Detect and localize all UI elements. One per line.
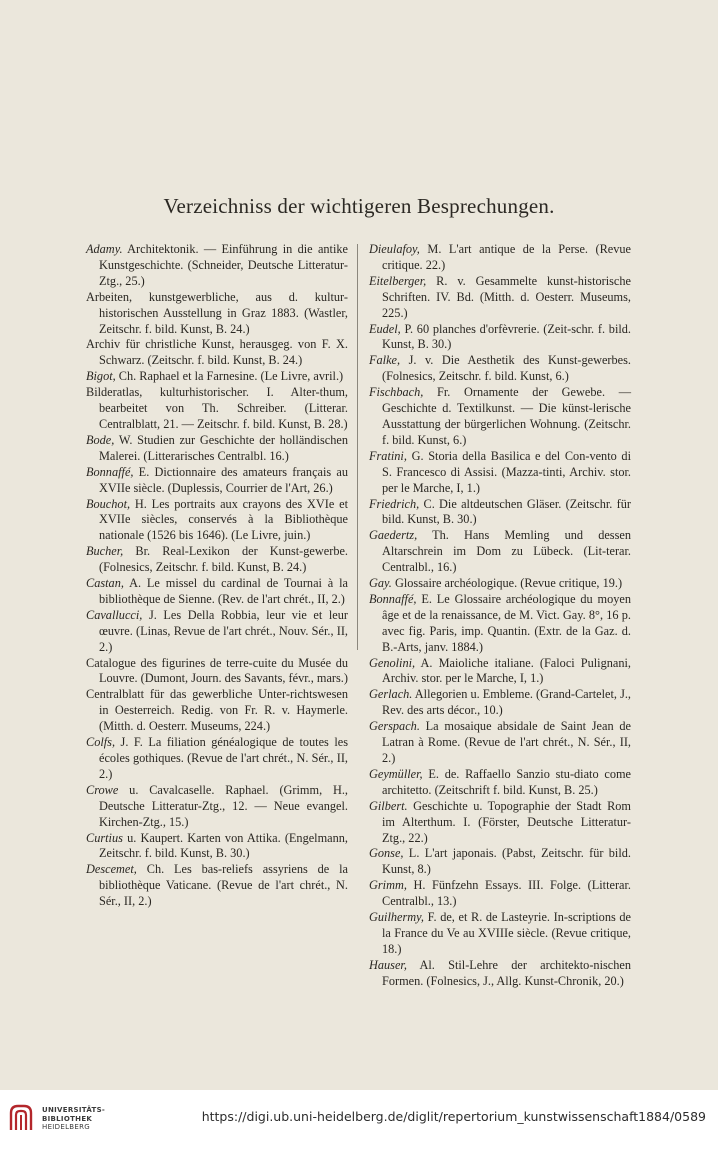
entry-text: E. Dictionnaire des amateurs français au XVIIe siècle. (Duplessis, Courrier de l'Art, 26.) (99, 464, 348, 495)
entry-text: F. de, et R. de Lasteyrie. In-scriptions de la France du Ve au XVIIIe siècle. (Revue critique, 18.) (382, 910, 631, 956)
bibliography-entry (369, 274, 631, 322)
entry-text: G. Storia della Basilica e del Con-vento di S. Francesco di Assisi. (Mazza-tinti, Archiv. stor. per le Marche, I, 1.) (382, 448, 631, 495)
entry-author: Curtius (86, 830, 123, 845)
entry-author: Adamy. (86, 242, 123, 256)
bibliography-entry (369, 497, 631, 529)
entry-text: C. Die altdeutschen Gläser. (Zeitschr. für bild. Kunst, B. 30.) (382, 496, 631, 527)
bibliography-entry (86, 862, 348, 910)
right-column (369, 242, 631, 990)
entry-text: Bilderatlas, kulturhistorischer. I. Alter-thum, bearbeitet von Th. Schreiber. (Litterar. Centralblatt, 21. — Zeitschr. f. bild. Kunst, B. 28.) (86, 385, 348, 431)
bibliography-entry (369, 719, 631, 767)
entry-text: J. Les Della Robbia, leur vie et leur œuvre. (Linas, Revue de l'art chrét., Nouv. Sér., II, 2.) (99, 607, 348, 654)
entry-author: Hauser, (369, 957, 407, 972)
bibliography-entry (86, 735, 348, 783)
bibliography-entry (369, 353, 631, 385)
bibliography-entry (369, 846, 631, 878)
entry-text: Ch. Raphael et la Farnesine. (Le Livre, avril.) (115, 369, 344, 384)
entry-text: E. Le Glossaire archéologique du moyen âge et de la renaissance, de M. Vict. Gay. 8°, 16 p. avec fig. Paris, imp. Quantin. (Extr. de la Gaz. d. B.-Arts, janv. 1884.) (382, 591, 631, 654)
entry-author: Cavallucci, (86, 607, 143, 622)
entry-text: Glossaire archéologique. (Revue critique, 19.) (391, 576, 623, 591)
entry-text: u. Kaupert. Karten von Attika. (Engelmann, Zeitschr. f. bild. Kunst, B. 30.) (99, 830, 348, 861)
entry-author: Eitelberger, (369, 273, 427, 288)
bibliography-entry (86, 433, 348, 465)
entry-author: Bouchot, (86, 496, 131, 511)
bibliography-entry (369, 385, 631, 449)
entry-author: Fischbach, (369, 385, 424, 400)
bibliography-entry (86, 369, 348, 385)
entry-author: Fratini, (369, 448, 407, 463)
bibliography-entry (369, 592, 631, 656)
entry-text: A. Maioliche italiane. (Faloci Pulignani, Archiv. stor. per le Marche, I, 1.) (382, 655, 631, 686)
entry-text: Geschichte u. Topographie der Stadt Rom im Alterthum. I. (Förster, Deutsche Litteratur-Ztg., 22.) (382, 798, 631, 845)
bibliography-entry (86, 608, 348, 656)
entry-text: E. de. Raffaello Sanzio stu-diato come architetto. (Zeitschrift f. bild. Kunst, B. 25.) (382, 766, 631, 797)
entry-author: Gilbert. (369, 798, 408, 813)
entry-text: Fr. Ornamente der Gewebe. — Geschichte d. Textilkunst. — Die künst-lerische Ausstattung der bürgerlichen Wohnung. (Zeitschr. f. bild. Kunst, 6.) (382, 385, 631, 447)
library-name: UNIVERSITÄTS- BIBLIOTHEK HEIDELBERG (42, 1106, 106, 1131)
entry-text: La mosaique absidale de Saint Jean de Latran à Rome. (Revue de l'art chrét., N. Sér., II, 2.) (382, 719, 631, 765)
column-divider (357, 244, 358, 650)
entry-text: W. Studien zur Geschichte der holländischen Malerei. (Litterarisches Centralbl. 16.) (99, 432, 348, 463)
bibliography-entry (86, 831, 348, 863)
bibliography-entry (86, 465, 348, 497)
entry-author: Gerspach. (369, 719, 420, 734)
entry-text: u. Cavalcaselle. Raphael. (Grimm, H., Deutsche Litteratur-Ztg., 12. — Neue evangel. Kirchen-Ztg., 15.) (99, 782, 348, 829)
bibliography-entry (369, 878, 631, 910)
entry-text: L. L'art japonais. (Pabst, Zeitschr. für bild. Kunst, 8.) (382, 846, 631, 877)
bibliography-entry (369, 322, 631, 354)
bibliography-entry (369, 528, 631, 576)
bibliography-entry (86, 544, 348, 576)
entry-text: Allegorien u. Embleme. (Grand-Cartelet, J., Rev. des arts décor., 10.) (382, 687, 631, 718)
entry-text: H. Fünfzehn Essays. III. Folge. (Litterar. Centralbl., 13.) (382, 878, 631, 909)
university-library-logo-icon (8, 1103, 34, 1133)
source-url[interactable]: https://digi.ub.uni-heidelberg.de/diglit/repertorium_kunstwissenschaft1884/0589 (201, 1109, 706, 1124)
entry-text: P. 60 planches d'orfèvrerie. (Zeit-schr. f. bild. Kunst, B. 30.) (382, 321, 631, 352)
entry-author: Bucher, (86, 544, 124, 559)
entry-text: A. Le missel du cardinal de Tournai à la bibliothèque de Sienne. (Rev. de l'art chrét., II, 2.) (99, 576, 348, 606)
entry-text: Arbeiten, kunstgewerbliche, aus d. kultur-historischen Ausstellung in Graz 1883. (Wastler, Zeitschr. f. bild. Kunst, B. 24.) (86, 289, 348, 336)
entry-author: Eudel, (369, 321, 401, 336)
bibliography-entry (86, 497, 348, 545)
bibliography-entry (86, 576, 348, 608)
entry-author: Friedrich, (369, 496, 420, 511)
entry-author: Grimm, (369, 878, 407, 893)
entry-author: Gay. (369, 576, 392, 591)
bibliography-entry (86, 385, 348, 433)
entry-text: M. L'art antique de la Perse. (Revue critique. 22.) (382, 242, 631, 272)
page-title: Verzeichniss der wichtigeren Besprechungen. (163, 194, 555, 218)
entry-text: Br. Real-Lexikon der Kunst-gewerbe. (Folnesics, Zeitschr. f. bild. Kunst, B. 24.) (99, 544, 348, 575)
entry-text: R. v. Gesammelte kunst-historische Schriften. IV. Bd. (Mitth. d. Oesterr. Museums, 225.) (382, 273, 631, 320)
entry-text: J. F. La filiation généalogique de toutes les écoles gothiques. (Revue de l'art chrét., N. Sér., II, 2.) (99, 735, 348, 781)
bibliography-entry (86, 656, 348, 688)
entry-text: Th. Hans Memling und dessen Altarschrein im Dom zu Lübeck. (Lit-terar. Centralbl., 16.) (382, 528, 631, 575)
entry-text: H. Les portraits aux crayons des XVIe et XVIIe siècles, conservés à la Bibliothèque nationale (1526 bis 1646). (Le Livre, juin.) (99, 496, 348, 543)
bibliography-entry (86, 783, 348, 831)
entry-author: Falke, (369, 353, 401, 368)
entry-author: Geymüller, (369, 766, 423, 781)
entry-author: Castan, (86, 576, 124, 591)
entry-text: Architektonik. — Einführung in die antike Kunstgeschichte. (Schneider, Deutsche Litteratur-Ztg., 25.) (99, 242, 348, 288)
bibliography-entry (86, 337, 348, 369)
entry-author: Descemet, (86, 862, 137, 877)
entry-text: Ch. Les bas-reliefs assyriens de la bibliothèque Vaticane. (Revue de l'art chrét., N. Sér., II, 2.) (99, 862, 348, 909)
bibliography-entry (86, 687, 348, 735)
entry-text: Al. Stil-Lehre der architekto-nischen Formen. (Folnesics, J., Allg. Kunst-Chronik, 20.) (382, 957, 631, 988)
entry-author: Bigot, (86, 369, 116, 384)
bibliography-entry (369, 242, 631, 274)
entry-text: Catalogue des figurines de terre-cuite du Musée du Louvre. (Dumont, Journ. des Savants, févr., mars.) (86, 655, 348, 686)
bibliography-entry (86, 242, 348, 290)
bibliography-entry (369, 656, 631, 688)
entry-author: Crowe (86, 782, 119, 797)
entry-author: Gerlach. (369, 687, 413, 702)
bibliography-entry (86, 290, 348, 338)
entry-author: Bonnaffé, (86, 464, 134, 479)
bibliography-entry (369, 449, 631, 497)
bibliography-entry (369, 687, 631, 719)
entry-text: Centralblatt für das gewerbliche Unter-richtswesen in Oesterreich. Redig. von Fr. R. v. Haymerle. (Mitth. d. Oesterr. Museums, 224.) (86, 687, 348, 734)
entry-author: Dieulafoy, (369, 242, 420, 256)
entry-author: Genolini, (369, 655, 416, 670)
entry-author: Gaedertz, (369, 528, 418, 543)
bibliography-entry (369, 767, 631, 799)
entry-author: Gonse, (369, 846, 404, 861)
library-footer (0, 1090, 718, 1149)
entry-text: J. v. Die Aesthetik des Kunst-gewerbes. (Folnesics, Zeitschr. f. bild. Kunst, 6.) (382, 353, 631, 384)
entry-author: Bonnaffé, (369, 591, 417, 606)
bibliography-entry (369, 958, 631, 990)
entry-author: Bode, (86, 432, 115, 447)
bibliography-entry (369, 799, 631, 847)
entry-author: Guilhermy, (369, 910, 424, 925)
entry-author: Colfs, (86, 735, 116, 750)
bibliography-entry (369, 576, 631, 592)
entry-text: Archiv für christliche Kunst, herausgeg. von F. X. Schwarz. (Zeitschr. f. bild. Kunst, B. 24.) (86, 337, 348, 368)
left-column (86, 242, 348, 910)
bibliography-entry (369, 910, 631, 958)
